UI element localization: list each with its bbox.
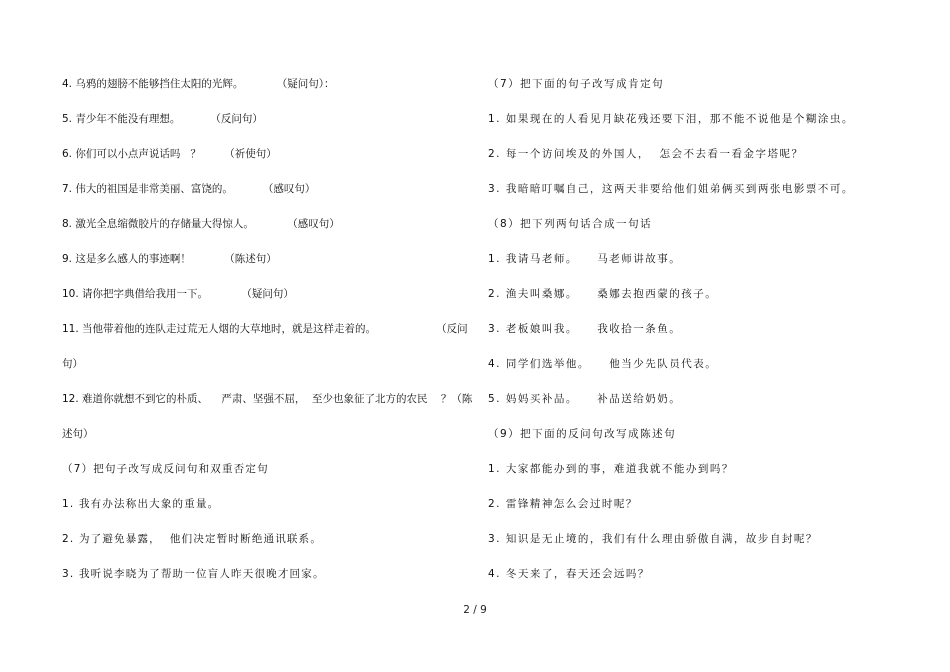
left-line-10: 12. 难道你就想不到它的朴质、 严肃、坚强不屈， 至少也象征了北方的农民 ？（陈 [62,393,473,405]
right-line-13: 2. 雷锋精神怎么会过时呢？ [488,498,638,510]
right-line-15: 4. 冬天来了，春天还会远吗？ [488,568,650,580]
right-line-2: 1. 如果现在的人看见月缺花残还要下泪，那不能不说他是个糊涂虫。 [488,113,854,125]
right-section-heading-9: （9）把下面的反问句改写成陈述句 [488,428,677,440]
right-line-14: 3. 知识是无止境的，我们有什么理由骄傲自满，故步自封呢？ [488,533,818,545]
right-line-8: 3. 老板娘叫我。 我收拾一条鱼。 [488,323,682,335]
left-section-heading: （7）把句子改写成反问句和双重否定句 [62,463,269,475]
left-line-6: 9. 这是多么感人的事迹啊！ （陈述句） [62,253,277,265]
page-number: 2 / 9 [463,604,487,616]
right-section-heading-8: （8）把下列两句话合成一句话 [488,218,653,230]
right-line-10: 5. 妈妈买补品。 补品送给奶奶。 [488,393,682,405]
left-line-11: 述句） [62,428,94,440]
right-line-6: 1. 我请马老师。 马老师讲故事。 [488,253,682,265]
right-line-4: 3. 我暗暗叮嘱自己，这两天非要给他们姐弟俩买到两张电影票不可。 [488,183,854,195]
right-section-heading-7: （7）把下面的句子改写成肯定句 [488,78,665,90]
left-line-4: 7. 伟大的祖国是非常美丽、富饶的。 （感叹句） [62,183,316,195]
left-line-8: 11. 当他带着他的连队走过荒无人烟的大草地时，就是这样走着的。 （反问 [62,323,468,335]
right-line-9: 4. 同学们选举他。 他当少先队员代表。 [488,358,718,370]
left-line-2: 5. 青少年不能没有理想。 （反问句） [62,113,263,125]
right-line-7: 2. 渔夫叫桑娜。 桑娜去抱西蒙的孩子。 [488,288,718,300]
right-line-3: 2. 每一个访问埃及的外国人， 怎会不去看一看金字塔呢？ [488,148,804,160]
left-line-7: 10. 请你把字典借给我用一下。 （疑问句） [62,288,294,300]
left-line-5: 8. 激光全息缩微胶片的存储量大得惊人。 （感叹句） [62,218,340,230]
left-line-13: 1. 我有办法称出大象的重量。 [62,498,220,510]
left-line-1: 4. 乌鸦的翅膀不能够挡住太阳的光辉。 （疑问句）： [62,78,335,90]
left-line-14: 2. 为了避免暴露， 他们决定暂时断绝通讯联系。 [62,533,323,545]
right-line-12: 1. 大家都能办到的事，难道我就不能办到吗？ [488,463,734,475]
left-line-15: 3. 我听说李晓为了帮助一位盲人昨天很晚才回家。 [62,568,325,580]
left-line-3: 6. 你们可以小点声说话吗 ？ （祈使句） [62,148,277,160]
left-line-9: 句） [62,358,83,370]
